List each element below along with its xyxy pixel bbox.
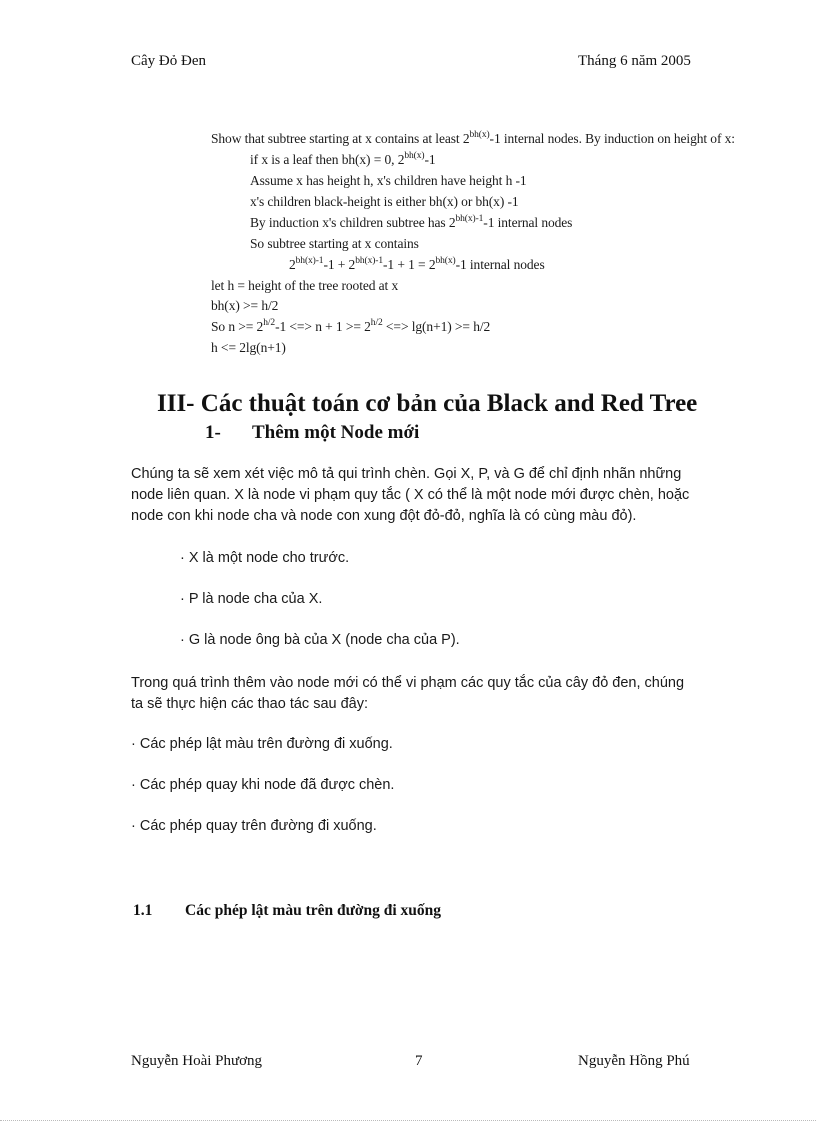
operation-item: · Các phép quay khi node đã được chèn. (131, 777, 395, 793)
proof-line-6: So subtree starting at x contains (250, 236, 419, 251)
intro-paragraph (131, 464, 689, 527)
operations-intro-paragraph (131, 673, 684, 715)
definition-item: · P là node cha của X. (180, 591, 323, 607)
paragraph-line: Chúng ta sẽ xem xét việc mô tả qui trình chèn. Gọi X, P, và G để chỉ định nhãn những (131, 466, 682, 482)
proof-line-10: So $n >= 2^{h/2}-1$ <=> $n + 1 >= 2^{h/2}$ <=> lg(n+1) >= h/2 (211, 318, 491, 334)
subsection-1-1-title: Các phép lật màu trên đường đi xuống (185, 902, 442, 919)
proof-line-4: x's children black-height is either bh(x) or bh(x) -1 (250, 194, 519, 209)
operation-item: · Các phép lật màu trên đường đi xuống. (131, 736, 393, 752)
proof-line-1: Show that subtree starting at x contains at least $2^{bh(x)}-1$ internal nodes. By induction on height of x: (211, 130, 735, 146)
proof-line-2: if x is a leaf then bh(x) = 0, $2^{bh(x)}-1$ (250, 151, 436, 167)
paragraph-line: ta sẽ thực hiện các thao tác sau đây: (131, 696, 369, 712)
operation-item: · Các phép quay trên đường đi xuống. (131, 818, 377, 834)
definition-item: · G là node ông bà của X (node cha của P). (180, 632, 460, 648)
paragraph-line: node con khi node cha và node con xung đột đỏ-đỏ, nghĩa là có cùng màu đỏ). (131, 508, 637, 524)
page-number: 7 (415, 1053, 423, 1069)
paragraph-line: node liên quan. X là node vi phạm quy tắc ( X có thể là một node mới được chèn, hoặc (131, 487, 690, 503)
header-right: Tháng 6 năm 2005 (578, 53, 691, 69)
page-bottom-divider (0, 1120, 816, 1121)
footer-author-left: Nguyễn Hoài Phương (131, 1053, 263, 1069)
subsection-1-1-number: 1.1 (133, 902, 153, 919)
definition-item: · X là một node cho trước. (180, 550, 350, 566)
proof-line-11: h <= 2lg(n+1) (211, 340, 286, 355)
header-left: Cây Đỏ Đen (131, 53, 206, 69)
proof-line-8: let h = height of the tree rooted at x (211, 278, 399, 293)
proof-line-9: bh(x) >= h/2 (211, 298, 279, 313)
subsection-number: 1- (205, 422, 221, 443)
proof-line-3: Assume x has height h, x's children have height h -1 (250, 173, 527, 188)
proof-line-7: $2^{bh(x)-1}-1 + 2^{bh(x)-1}-1 + 1 = 2^{bh(x)}-1$ internal nodes (289, 256, 545, 272)
footer-author-right: Nguyễn Hồng Phú (578, 1053, 690, 1069)
section-title: III- Các thuật toán cơ bản của Black and Red Tree (157, 390, 698, 417)
subsection-title: Thêm một Node mới (252, 422, 420, 443)
paragraph-line: Trong quá trình thêm vào node mới có thể vi phạm các quy tắc của cây đỏ đen, chúng (131, 675, 685, 691)
proof-line-5: By induction x's children subtree has $2^{bh(x)-1}-1$ internal nodes (250, 214, 573, 230)
